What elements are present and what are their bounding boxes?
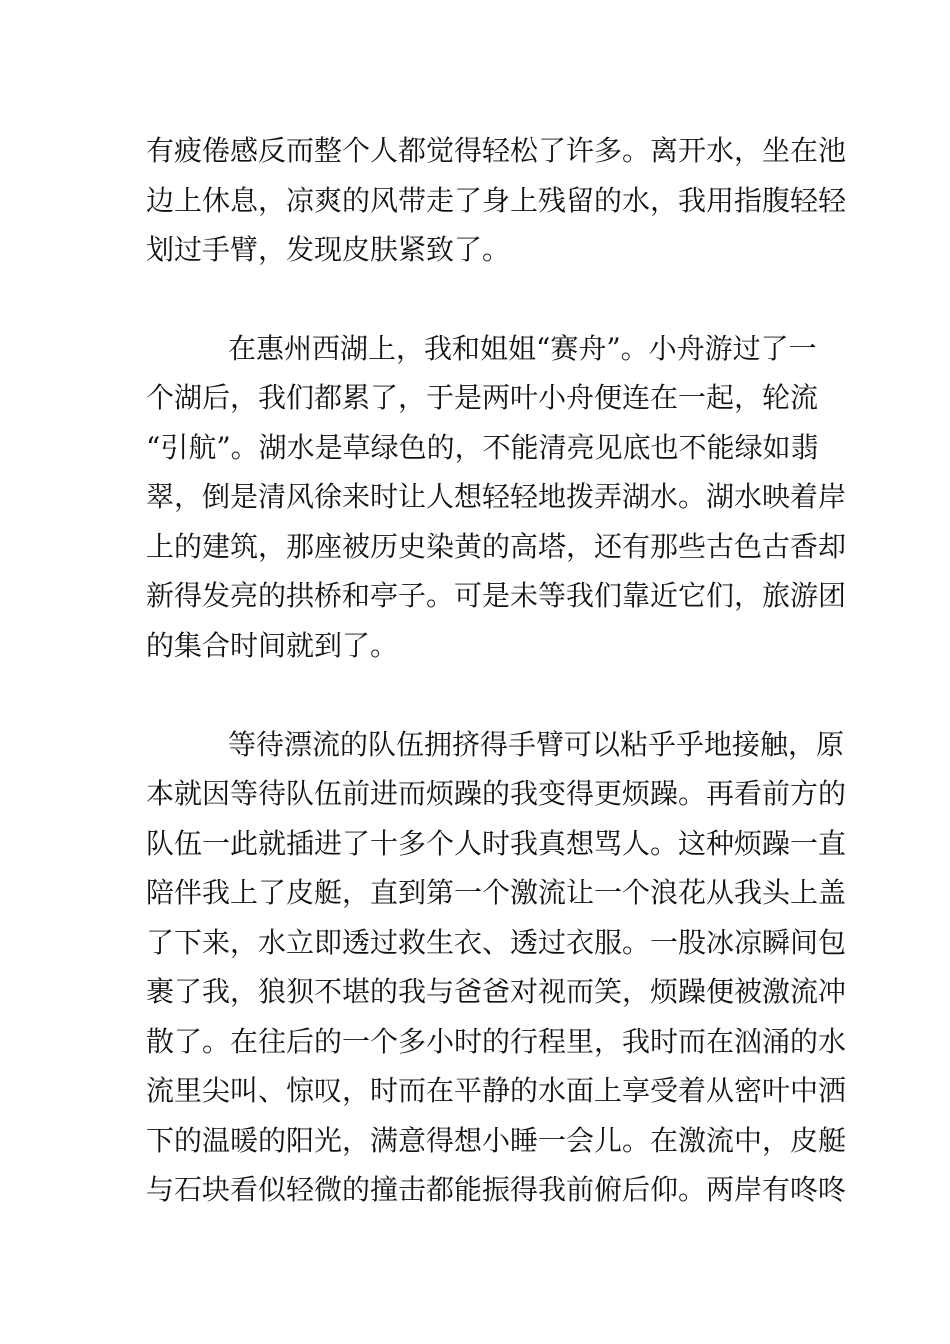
text-line: 了下来，水立即透过救生衣、透过衣服。一股冰凉瞬间包 [146, 926, 847, 959]
text-line: 个湖后，我们都累了，于是两叶小舟便连在一起，轮流 [146, 381, 819, 414]
text-line: 与石块看似轻微的撞击都能振得我前俯后仰。两岸有咚咚 [146, 1173, 847, 1206]
text-line: 翠，倒是清风徐来时让人想轻轻地拨弄湖水。湖水映着岸 [146, 480, 847, 513]
text-line: 有疲倦感反而整个人都觉得轻松了许多。离开水，坐在池 [146, 134, 847, 167]
text-line: “引航”。湖水是草绿色的，不能清亮见底也不能绿如翡 [146, 431, 819, 464]
text-line: 本就因等待队伍前进而烦躁的我变得更烦躁。再看前方的 [146, 777, 847, 810]
text-line: 裹了我，狼狈不堪的我与爸爸对视而笑，烦躁便被激流冲 [146, 975, 847, 1008]
text-line: 等待漂流的队伍拥挤得手臂可以粘乎乎地接触，原 [228, 728, 845, 761]
text-line: 边上休息，凉爽的风带走了身上残留的水，我用指腹轻轻 [146, 184, 847, 217]
text-line: 上的建筑，那座被历史染黄的高塔，还有那些古色古香却 [146, 530, 847, 563]
text-line: 在惠州西湖上，我和姐姐“赛舟”。小舟游过了一 [228, 332, 817, 365]
text-line: 下的温暖的阳光，满意得想小睡一会儿。在激流中，皮艇 [146, 1124, 847, 1157]
text-line: 陪伴我上了皮艇，直到第一个激流让一个浪花从我头上盖 [146, 876, 847, 909]
text-line: 划过手臂，发现皮肤紧致了。 [146, 233, 511, 266]
text-line: 流里尖叫、惊叹，时而在平静的水面上享受着从密叶中洒 [146, 1074, 847, 1107]
text-line: 散了。在往后的一个多小时的行程里，我时而在汹涌的水 [146, 1025, 847, 1058]
text-line: 的集合时间就到了。 [146, 629, 399, 662]
text-line: 队伍一此就插进了十多个人时我真想骂人。这种烦躁一直 [146, 827, 847, 860]
text-line: 新得发亮的拱桥和亭子。可是未等我们靠近它们，旅游团 [146, 579, 847, 612]
